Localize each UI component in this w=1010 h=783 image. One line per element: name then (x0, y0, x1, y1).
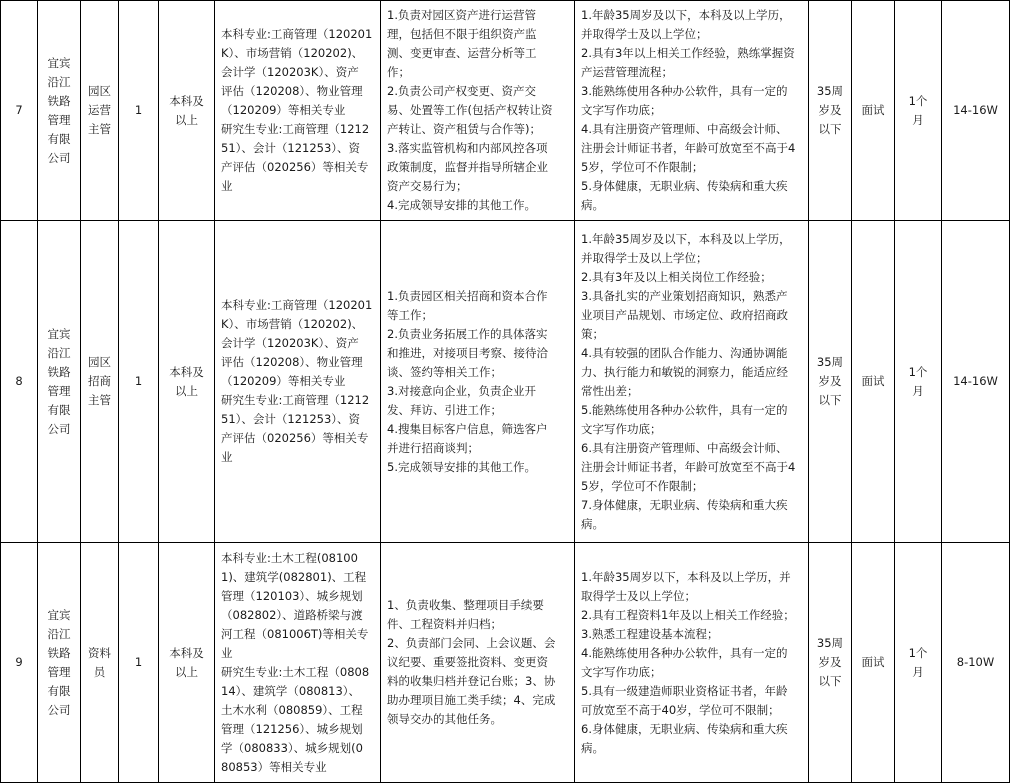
age-cell: 35周 岁及 以下 (809, 221, 852, 543)
salary-cell: 8-10W (942, 543, 1010, 783)
probation-cell: 1个 月 (895, 221, 942, 543)
method-cell: 面试 (852, 221, 895, 543)
salary-cell: 14-16W (942, 1, 1010, 221)
method-cell: 面试 (852, 1, 895, 221)
major-cell: 本科专业:土木工程(08100 1)、建筑学(082801)、工程 管理（120103）、城乡规划 （082802）、道路桥梁与渡 河工程（081006T)等相关专 业 研究生专业:土木工程（0808 14）、建筑学（080813）、 土木水利（080859）、工程 管理（121256）、城乡规划 学（080833）、城乡规划(0 80853）等相关专业 (215, 543, 381, 783)
position-cell: 资料 员 (81, 543, 119, 783)
table-row (1, 221, 1010, 543)
row-number: 8 (1, 221, 38, 543)
position-cell: 园区 运营 主管 (81, 1, 119, 221)
major-cell: 本科专业:工商管理（120201 K）、市场营销（120202)、 会计学（120203K）、资产 评估（120208）、物业管理 （120209）等相关专业 研究生专业:工商管理（1212 51）、会计（121253）、资 产评估（020256）等相关专 业 (215, 1, 381, 221)
table-row (1, 543, 1010, 783)
education-cell: 本科及 以上 (159, 221, 215, 543)
age-cell: 35周 岁及 以下 (809, 543, 852, 783)
company-cell: 宜宾 沿江 铁路 管理 有限 公司 (38, 543, 81, 783)
table-row (1, 1, 1010, 221)
duties-cell: 1.负责园区相关招商和资本合作 等工作； 2.负责业务拓展工作的具体落实 和推进，对接项目考察、接待洽 谈、签约等相关工作； 3.对接意向企业，负责企业开 发、拜访、引进工作； 4.搜集目标客户信息，筛选客户 并进行招商谈判； 5.完成领导安排的其他工作。 (381, 221, 575, 543)
headcount-cell: 1 (119, 543, 159, 783)
probation-cell: 1个 月 (895, 543, 942, 783)
duties-cell: 1、负责收集、整理项目手续要 件、工程资料并归档； 2、负责部门会同、上会议题、会 议纪要、重要签批资料、变更资 料的收集归档并登记台账；3、协 助办理项目施工类手续；4、完成 领导交办的其他任务。 (381, 543, 575, 783)
row-number: 9 (1, 543, 38, 783)
position-cell: 园区 招商 主管 (81, 221, 119, 543)
education-cell: 本科及 以上 (159, 543, 215, 783)
education-cell: 本科及 以上 (159, 1, 215, 221)
headcount-cell: 1 (119, 1, 159, 221)
headcount-cell: 1 (119, 221, 159, 543)
row-number: 7 (1, 1, 38, 221)
method-cell: 面试 (852, 543, 895, 783)
age-cell: 35周 岁及 以下 (809, 1, 852, 221)
salary-cell: 14-16W (942, 221, 1010, 543)
requirements-cell: 1.年龄35周岁及以下，本科及以上学历， 并取得学士及以上学位； 2.具有3年及以上相关岗位工作经验； 3.具备扎实的产业策划招商知识，熟悉产 业项目产品规划、市场定位、政府招商政 策； 4.具有较强的团队合作能力、沟通协调能 力、执行能力和敏锐的洞察力，能适应经 常性出差； 5.能熟练使用各种办公软件，具有一定的 文字写作功底； 6.具有注册资产管理师、中高级会计师、 注册会计师证书者，年龄可放宽至不高于4 5岁，学位可不作限制； 7.身体健康，无职业病、传染病和重大疾 病。 (575, 221, 809, 543)
probation-cell: 1个 月 (895, 1, 942, 221)
company-cell: 宜宾 沿江 铁路 管理 有限 公司 (38, 1, 81, 221)
duties-cell: 1.负责对园区资产进行运营管 理，包括但不限于组织资产监 测、变更审查、运营分析等工 作； 2.负责公司产权变更、资产交 易、处置等工作(包括产权转让资 产转让、资产租赁与合作等)； 3.落实监管机构和内部风控各项 政策制度，监督并指导所辖企业 资产交易行为； 4.完成领导安排的其他工作。 (381, 1, 575, 221)
major-cell: 本科专业:工商管理（120201 K）、市场营销（120202)、 会计学（120203K）、资产 评估（120208）、物业管理 （120209）等相关专业 研究生专业:工商管理（1212 51）、会计（121253）、资 产评估（020256）等相关专 业 (215, 221, 381, 543)
requirements-cell: 1.年龄35周岁以下，本科及以上学历，并 取得学士及以上学位； 2.具有工程资料1年及以上相关工作经验； 3.熟悉工程建设基本流程； 4.能熟练使用各种办公软件，具有一定的 文字写作功底； 5.具有一级建造师职业资格证书者，年龄 可放宽至不高于40岁，学位可不限制； 6.身体健康，无职业病、传染病和重大疾 病。 (575, 543, 809, 783)
company-cell: 宜宾 沿江 铁路 管理 有限 公司 (38, 221, 81, 543)
requirements-cell: 1.年龄35周岁及以下，本科及以上学历， 并取得学士及以上学位； 2.具有3年以上相关工作经验，熟练掌握资 产运营管理流程； 3.能熟练使用各种办公软件，具有一定的 文字写作功底； 4.具有注册资产管理师、中高级会计师、 注册会计师证书者，年龄可放宽至不高于4 5岁，学位可不作限制； 5.身体健康，无职业病、传染病和重大疾 病。 (575, 1, 809, 221)
